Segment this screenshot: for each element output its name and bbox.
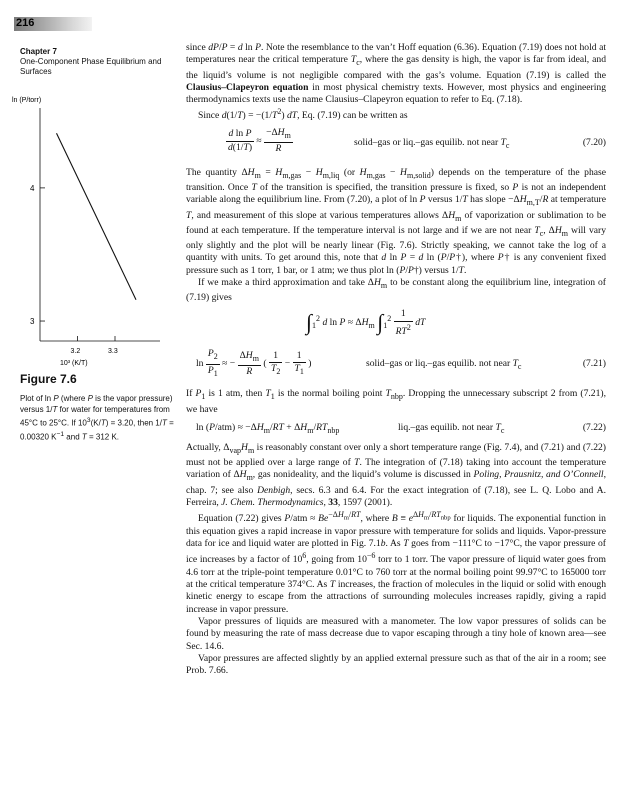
y-axis-label: ln (P/torr) [12, 97, 42, 104]
equation-number: (7.20) [582, 136, 606, 148]
equation-number: (7.21) [582, 358, 606, 370]
x-axis-label: 10³ (K/T) [60, 360, 88, 367]
chapter-title: One-Component Phase Equilibrium and Surfaces [20, 57, 162, 76]
equation-lhs: ln $\frac{P_2}{P_1}$ ≈ − $\frac{\Delta H_m}{R}$ ( $\frac{1}{T_2}$ − $\frac{1}{T_1}$ ) [196, 348, 312, 378]
equation-7-20 [186, 127, 606, 163]
figure-plot [12, 88, 172, 373]
integral-expression: $\int_1^2$ d $\ln P \approx \Delta H_m$ $\int_1^2$ $\frac{1}{RT^2}$ dT [306, 308, 426, 337]
equation-number: (7.22) [582, 421, 606, 433]
x-tick-label: 3.2 [70, 348, 81, 355]
paragraph: since dP/P = d ln P. Note the resemblance to the van’t Hoff equation (6.36). Equation (7.19) does not hold at temperatures near the critical temperature $T_c$, where the gas density is high, the vapor is far from ideal, and the liquid’s volume is not negligible compared with the gas’s volume. Equation (7.19) is called the Clausius–Clapeyron equation in most physical chemistry texts. However, most physics and engineering thermodynamics texts use the name Clausius–Clapeyron equation to refer to Eq. (7.18). [186, 42, 606, 106]
data-line [57, 133, 137, 299]
equation-7-22 [186, 420, 606, 438]
main-text [186, 42, 606, 677]
figure-label: Figure 7.6 [20, 372, 77, 386]
paragraph: Equation (7.22) gives $P/atm \approx Be^{-\Delta H_m/RT}$, where $B \equiv e^{\Delta H_m/RT_{nbp}}$ for liquids. The exponential function in this equation gives a rapid increase in vapor pressure with temperature for solids and liquids. Vapor-pressure data for ice and liquid water are plotted in Fig. 7.1b. As T goes from −111°C to −17°C, the vapor pressure of ice increases by a factor of $10^6$, going from $10^{-6}$ torr to 1 torr. The vapor pressure of liquid water goes from 4.6 torr at the triple-point temperature 0.01°C to 760 torr at the normal boiling point 99.97°C to 165000 torr at the critical temperature 374°C. As T increases, the fraction of molecules in the liquid or solid with enough kinetic energy to escape from the attractions of surrounding molecules increases rapidly, giving a rapid increase in vapor pressure. [186, 510, 606, 615]
x-tick-label: 3.3 [108, 348, 118, 355]
paragraph: Actually, $\Delta_{vap}H_m$ is reasonably constant over only a short temperature range (Fig. 7.4), and (7.21) and (7.22) must not be applied over a large range of T. The integration of (7.18) taking into account the temperature variation of $\Delta H_m$, gas nonideality, and the liquid’s volume is discussed in Poling, Prausnitz, and O’Connell, chap. 7; see also Denbigh, secs. 6.3 and 6.4. For the exact integration of (7.18), see L. Q. Lobo and A. Ferreira, J. Chem. Thermodynamics, 33, 1597 (2001). [186, 441, 606, 508]
equation-lhs: $\ln (P/atm) \approx -\Delta H_m/RT + \Delta H_m/RT_{nbp}$ [196, 421, 340, 435]
page-number: 216 [16, 17, 35, 29]
equation-condition: solid–gas or liq.–gas equilib. not near $T_c$ [366, 358, 522, 372]
paragraph: Since $d(1/T) = -(1/T^2)$ dT, Eq. (7.19) can be written as [198, 107, 408, 122]
paragraph: Vapor pressures of liquids are measured with a manometer. The low vapor pressures of solids can be found by measuring the rate of mass decrease due to vapor escaping through a tiny hole of known area—see Sec. 14.6. [186, 615, 606, 652]
equation-integral [186, 308, 606, 344]
equation-lhs: $\frac{\text{d ln P}}{d(1/T)}$ ≈ $\frac{-\Delta H_m}{R}$ [228, 126, 291, 155]
paragraph: If $P_1$ is 1 atm, then $T_1$ is the normal boiling point $T_{nbp}$. Dropping the unnecessary subscript 2 from (7.21), we have [186, 388, 606, 415]
y-tick-label: 3 [30, 317, 35, 327]
paragraph: If we make a third approximation and take $\Delta H_m$ to be constant along the equilibrium line, integration of (7.19) gives [186, 276, 606, 304]
equation-condition: solid–gas or liq.–gas equilib. not near $T_c$ [354, 136, 510, 150]
figure-caption: Plot of ln P (where P is the vapor pressure) versus 1/T for water for temperatures from 45°C to 25°C. If $10^3(K/T) = 3.20$, then 1/T = 0.00320 $K^{-1}$ and T = 312 K. [20, 394, 174, 442]
chapter-label: Chapter 7 [20, 47, 57, 56]
paragraph: The quantity $\Delta H_m = H_{m,gas} - H_{m,liq}$ (or $H_{m,gas} - H_{m,solid}$) depends on the temperature of the phase transition. Once T of the transition is specified, the transition pressure is fixed, so P is not an independent variable along the equilibrium line. From (7.20), a plot of ln P versus 1/T has slope $-\Delta H_{m,T}/R$ at temperature T, and measurement of this slope at various temperatures allows $\Delta H_m$ of vaporization or sublimation to be found at each temperature. If the temperature interval is not large and if we are not near $T_c$, $\Delta H_m$ will vary only slightly and the plot will be nearly linear (Fig. 7.6). Strictly speaking, we cannot take the log of a quantity with units. To get around this, note that d ln P = d ln (P/P†), where P† is any convenient fixed pressure such as 1 torr, 1 bar, or 1 atm; we thus plot ln (P/P†) versus 1/T. [186, 166, 607, 276]
equation-condition: liq.–gas equilib. not near $T_c$ [398, 421, 505, 435]
equation-7-21 [186, 348, 606, 384]
y-tick-label: 4 [30, 183, 35, 193]
paragraph: Vapor pressures are affected slightly by an applied external pressure such as that of the air in a room; see Prob. 7.66. [186, 652, 606, 677]
